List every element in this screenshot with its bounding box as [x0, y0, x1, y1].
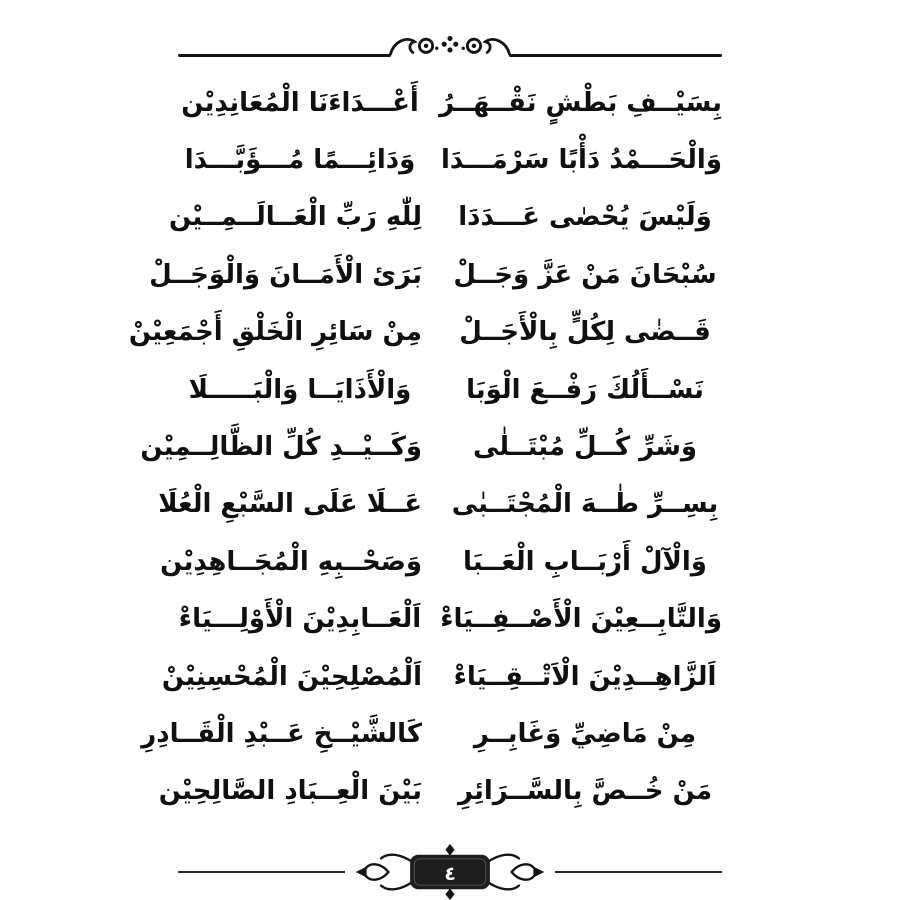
verse-row: [178, 591, 722, 648]
page-number-badge: [341, 843, 559, 900]
hemistich-second: وَالْأَذَايَــا وَالْبَـــــلَا: [188, 374, 412, 405]
hemistich-first: اَلزَّاهِــدِيْنَ الْاَتْــقِــيَاءْ: [453, 661, 717, 692]
hemistich-second: أَعْـــدَاءَنَا الْمُعَانِدِيْن: [181, 87, 419, 118]
hemistich-second: لِلّٰهِ رَبِّ الْعَــالَــمِــيْن: [169, 202, 422, 233]
verse-row: [158, 763, 722, 820]
hemistich-second: كَالشَّيْــخِ عَــبْدِ الْقَــادِرِ: [141, 718, 422, 749]
verse-row: [178, 131, 722, 188]
top-finial-icon: [445, 844, 454, 856]
top-divider: [178, 30, 722, 60]
verse-row: [169, 189, 722, 246]
hemistich-first: وَشَرِّ كُــلِّ مُبْتَــلٰى: [472, 432, 698, 463]
verse-row: [178, 74, 722, 131]
divider-rule-left: [178, 54, 391, 57]
bottom-finial-icon: [445, 888, 454, 900]
footer-divider: [178, 843, 722, 900]
verse-row: [161, 648, 722, 705]
poem: [128, 74, 722, 820]
verse-row: [141, 705, 722, 762]
footer-rule-left: [178, 871, 345, 873]
footer-rule-right: [555, 871, 722, 873]
verse-row: [160, 533, 722, 590]
verse-row: [128, 304, 722, 361]
scroll-ornament-icon: [388, 30, 512, 60]
verse-row: [158, 476, 722, 533]
hemistich-first: وَالْحَـــمْدُ دَأْبًا سَرْمَـــدَا: [441, 145, 722, 176]
hemistich-second: وَدَائِـــمًا مُـــؤَبَّـــدَا: [184, 145, 416, 176]
hemistich-second: وَكَــيْــدِ كُلِّ الظَّالِــمِيْن: [140, 432, 422, 463]
hemistich-second: وَصَحْــبِهِ الْمُجَــاهِدِيْن: [160, 546, 422, 577]
page-number: ٤: [444, 863, 456, 886]
hemistich-first: مِنْ مَاضِيِّ وَغَابِــرِ: [473, 718, 697, 749]
hemistich-first: وَالْآلْ أَرْبَــابِ الْعَــبَا: [463, 546, 707, 577]
hemistich-first: بِسِــرِّ طٰــهَ الْمُجْتَــبٰى: [451, 489, 719, 520]
hemistich-first: سُبْحَانَ مَنْ عَزَّ وَجَــلْ: [453, 259, 717, 290]
verse-row: [178, 361, 722, 418]
hemistich-first: مَنْ خُــصَّ بِالسَّــرَائِرِ: [457, 776, 713, 807]
hemistich-first: نَسْــأَلُكَ رَفْــعَ الْوَبَا: [466, 374, 704, 405]
hemistich-first: بِسَيْــفِ بَطْشٍ نَقْــهَــرُ: [439, 87, 722, 118]
hemistich-first: وَلَيْسَ يُحْصٰى عَـــدَدَا: [458, 202, 712, 233]
hemistich-second: مِنْ سَائِرِ الْخَلْقِ أَجْمَعِيْنْ: [128, 317, 422, 348]
hemistich-second: بَرَئ الْأَمَــانَ وَالْوَجَــلْ: [149, 259, 422, 290]
hemistich-second: عَــلَا عَلَى السَّبْعِ الْعُلَا: [158, 489, 422, 520]
hemistich-second: اَلْمُصْلِحِيْنَ الْمُحْسِنِيْنْ: [161, 661, 422, 692]
hemistich-second: اَلْعَــابِدِيْنَ الْأَوْلِـــيَاءْ: [178, 604, 422, 635]
verse-row: [149, 246, 722, 303]
hemistich-first: وَالتَّابِــعِيْنَ الْأَصْــفِــيَاءْ: [440, 604, 722, 635]
divider-rule-right: [509, 54, 722, 57]
hemistich-second: بَيْنَ الْعِــبَادِ الصَّالِحِيْن: [158, 776, 422, 807]
verse-row: [140, 418, 722, 475]
hemistich-first: قَــضٰى لِكُلٍّ بِالْأَجَــلْ: [459, 317, 711, 348]
